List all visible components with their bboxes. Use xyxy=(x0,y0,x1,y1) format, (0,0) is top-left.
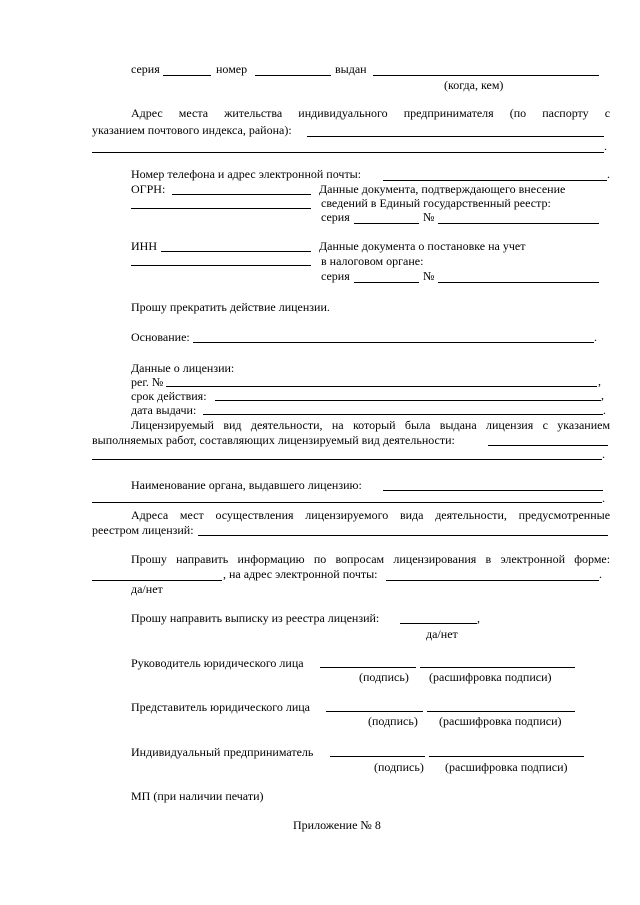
basis-field[interactable] xyxy=(193,342,594,343)
authority-field-1[interactable] xyxy=(383,490,603,491)
ogrn-field-2[interactable] xyxy=(131,208,311,209)
places-paragraph-line1 xyxy=(131,508,610,522)
address-paragraph-line1 xyxy=(131,106,610,120)
period: . xyxy=(594,330,597,344)
tax-series-field[interactable] xyxy=(354,282,419,283)
word: указанием xyxy=(557,418,611,432)
series-label: серия xyxy=(131,62,160,76)
electronic-email-label: , на адрес электронной почты: xyxy=(223,567,378,581)
word: форме: xyxy=(574,552,611,566)
inn-field-1[interactable] xyxy=(161,251,311,252)
word: жительства xyxy=(224,106,283,120)
when-who-caption: (когда, кем) xyxy=(444,78,504,92)
entrepreneur-signature-caption: (подпись) xyxy=(374,760,424,774)
authority-label: Наименование органа, выдавшего лицензию: xyxy=(131,478,362,492)
representative-signature-caption: (подпись) xyxy=(368,714,418,728)
inn-label: ИНН xyxy=(131,239,157,253)
period: . xyxy=(602,491,605,505)
tax-doc-label-line2: в налоговом органе: xyxy=(321,254,424,268)
tax-number-label: № xyxy=(423,269,435,283)
period: . xyxy=(602,447,605,461)
electronic-email-field[interactable] xyxy=(386,580,599,581)
word: вид xyxy=(223,418,242,432)
word: Адреса xyxy=(131,508,169,522)
tax-number-field[interactable] xyxy=(438,282,599,283)
word: который xyxy=(352,418,396,432)
word: Адрес xyxy=(131,106,163,120)
address-field-2[interactable] xyxy=(92,152,604,153)
comma: , xyxy=(477,611,480,625)
egr-number-label: № xyxy=(423,210,435,224)
egr-number-field[interactable] xyxy=(438,223,599,224)
electronic-yes-no-field[interactable] xyxy=(92,580,222,581)
activity-field-2[interactable] xyxy=(92,459,602,460)
validity-field[interactable] xyxy=(215,400,601,401)
representative-signature-label: Представитель юридического лица xyxy=(131,700,311,714)
head-signature-label: Руководитель юридического лица xyxy=(131,656,304,670)
entrepreneur-decoding-field[interactable] xyxy=(429,756,584,757)
issue-date-label: дата выдачи: xyxy=(131,403,197,417)
address-field-1[interactable] xyxy=(307,136,604,137)
activity-field-1[interactable] xyxy=(488,445,608,446)
places-paragraph-line2: реестром лицензий: xyxy=(92,523,194,537)
basis-label: Основание: xyxy=(131,330,190,344)
inn-field-2[interactable] xyxy=(131,265,311,266)
extract-yes-no-field[interactable] xyxy=(400,623,477,624)
ogrn-field-1[interactable] xyxy=(172,194,311,195)
word: осуществления xyxy=(215,508,294,522)
head-decoding-field[interactable] xyxy=(420,667,575,668)
word: лицензирования xyxy=(393,552,477,566)
phone-email-field[interactable] xyxy=(383,180,607,181)
representative-signature-field[interactable] xyxy=(326,711,423,712)
head-signature-field[interactable] xyxy=(320,667,416,668)
word: Лицензируемый xyxy=(131,418,214,432)
appendix-heading: Приложение № 8 xyxy=(293,818,381,832)
electronic-paragraph-line1 xyxy=(131,552,610,566)
word: лицензируемого xyxy=(305,508,389,522)
activity-paragraph-line1 xyxy=(131,418,610,432)
series-field[interactable] xyxy=(163,75,211,76)
validity-label: срок действия: xyxy=(131,389,207,403)
seal-label: МП (при наличии печати) xyxy=(131,789,264,803)
word: деятельности, xyxy=(435,508,507,522)
word: предусмотренные xyxy=(518,508,611,522)
word: вида xyxy=(399,508,424,522)
issued-field[interactable] xyxy=(373,75,599,76)
word: электронной xyxy=(500,552,566,566)
word: выдана xyxy=(439,418,477,432)
authority-field-2[interactable] xyxy=(92,502,602,503)
word: (по xyxy=(509,106,527,120)
head-decoding-caption: (расшифровка подписи) xyxy=(429,670,552,684)
word: места xyxy=(178,106,209,120)
word: с xyxy=(604,106,611,120)
word: паспорту xyxy=(542,106,589,120)
comma: , xyxy=(598,374,601,388)
word: мест xyxy=(179,508,204,522)
word: индивидуального xyxy=(298,106,388,120)
terminate-request-text: Прошу прекратить действие лицензии. xyxy=(131,300,330,314)
entrepreneur-signature-label: Индивидуальный предприниматель xyxy=(131,745,314,759)
period: . xyxy=(603,403,606,417)
issued-label: выдан xyxy=(335,62,367,76)
word: предпринимателя xyxy=(403,106,494,120)
number-field[interactable] xyxy=(255,75,331,76)
word: вопросам xyxy=(335,552,385,566)
egr-doc-label-line2: сведений в Единый государственный реестр: xyxy=(321,196,551,210)
tax-doc-label-line1: Данные документа о постановке на учет xyxy=(319,239,526,253)
places-field[interactable] xyxy=(198,535,608,536)
word: Прошу xyxy=(131,552,167,566)
ogrn-label: ОГРН: xyxy=(131,182,166,196)
period: . xyxy=(599,567,602,581)
extract-request-label: Прошу направить выписку из реестра лицензий: xyxy=(131,611,380,625)
entrepreneur-decoding-caption: (расшифровка подписи) xyxy=(445,760,568,774)
word: информацию xyxy=(237,552,305,566)
phone-email-label: Номер телефона и адрес электронной почты: xyxy=(131,167,362,181)
word: в xyxy=(485,552,492,566)
license-data-title: Данные о лицензии: xyxy=(131,361,235,375)
head-signature-caption: (подпись) xyxy=(359,670,409,684)
tax-series-label: серия xyxy=(321,269,350,283)
word: лицензия xyxy=(485,418,534,432)
representative-decoding-caption: (расшифровка подписи) xyxy=(439,714,562,728)
reg-number-label: рег. № xyxy=(131,375,164,389)
egr-doc-label-line1: Данные документа, подтверждающего внесение xyxy=(319,182,566,196)
activity-paragraph-line2: выполняемых работ, составляющих лицензируемый вид деятельности: xyxy=(92,433,455,447)
word: деятельности, xyxy=(250,418,323,432)
reg-number-field[interactable] xyxy=(166,386,597,387)
word: направить xyxy=(176,552,229,566)
word: была xyxy=(404,418,431,432)
number-label: номер xyxy=(216,62,248,76)
egr-series-label: серия xyxy=(321,210,350,224)
word: по xyxy=(313,552,327,566)
representative-decoding-field[interactable] xyxy=(427,711,575,712)
comma: , xyxy=(601,388,604,402)
word: с xyxy=(542,418,548,432)
word: на xyxy=(331,418,344,432)
issue-date-field[interactable] xyxy=(203,414,603,415)
entrepreneur-signature-field[interactable] xyxy=(330,756,425,757)
address-paragraph-line2: указанием почтового индекса, района): xyxy=(92,123,292,137)
extract-yes-no-caption: да/нет xyxy=(426,627,458,641)
electronic-yes-no-caption: да/нет xyxy=(131,582,163,596)
period: . xyxy=(604,139,607,153)
period: . xyxy=(607,167,610,181)
egr-series-field[interactable] xyxy=(354,223,419,224)
